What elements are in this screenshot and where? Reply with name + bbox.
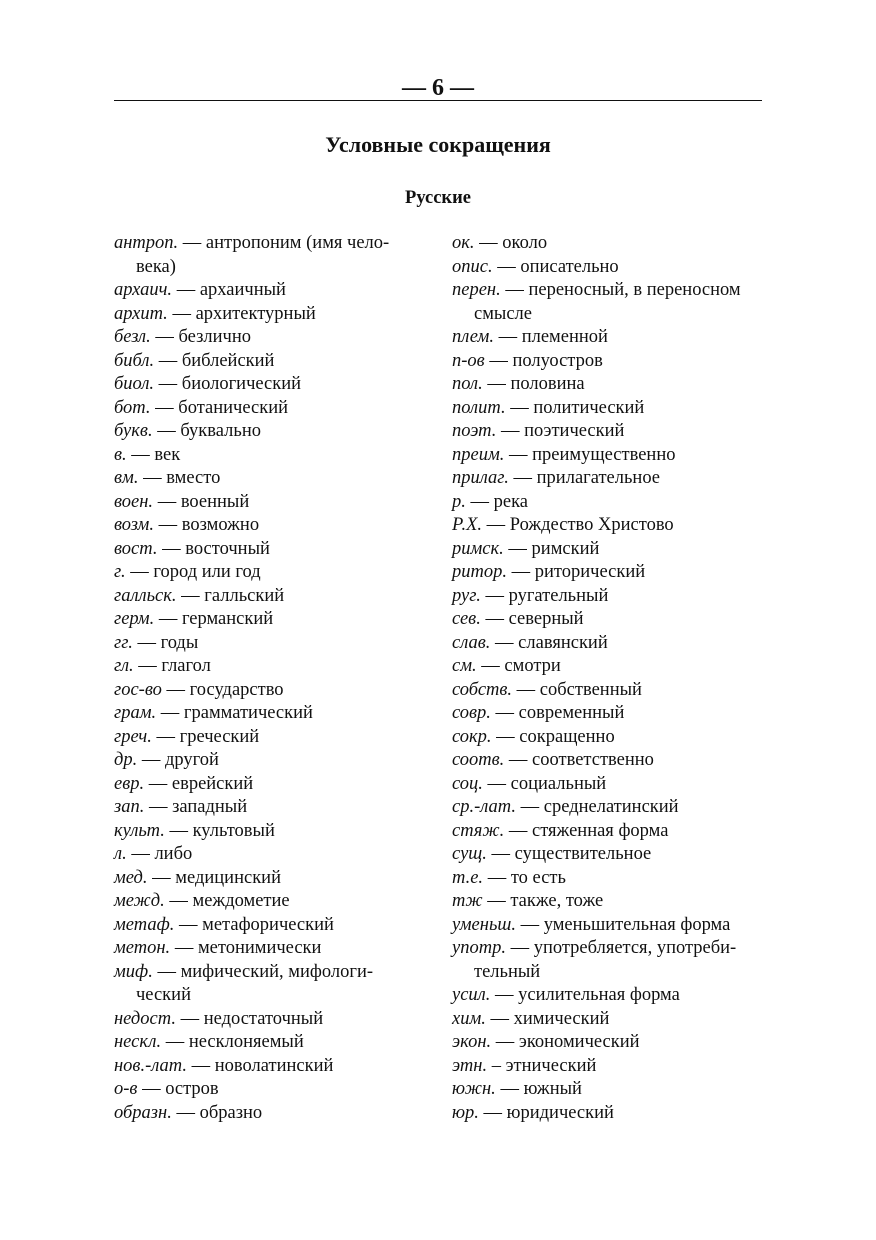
abbreviation-term: галльск. bbox=[114, 585, 177, 606]
abbreviation-entry: усил. — усилительная форма bbox=[452, 985, 680, 1005]
abbreviation-entry: л. — либо bbox=[114, 844, 193, 864]
abbreviation-term: евр. bbox=[114, 773, 145, 794]
abbreviation-definition: несклоняемый bbox=[188, 1032, 304, 1052]
abbreviation-term: опис. bbox=[452, 256, 493, 277]
abbreviation-definition: метафорический bbox=[202, 914, 334, 935]
abbreviation-definition: недостаточный bbox=[203, 1008, 324, 1029]
abbreviation-definition: существительное bbox=[514, 844, 652, 864]
abbreviation-definition: культовый bbox=[192, 820, 275, 841]
abbreviation-entry: сокр. — сокращенно bbox=[452, 726, 615, 747]
abbreviation-term: воен. bbox=[114, 491, 154, 512]
abbreviation-term: культ. bbox=[114, 820, 165, 841]
abbreviation-definition: химический bbox=[513, 1008, 610, 1029]
abbreviation-term: этн. bbox=[452, 1055, 488, 1076]
abbreviation-term: ритор. bbox=[452, 562, 507, 582]
abbreviation-term: мед. bbox=[114, 867, 148, 888]
abbreviation-definition: римский bbox=[531, 538, 600, 559]
abbreviation-definition: риторический bbox=[534, 562, 646, 582]
abbreviation-definition: сокращенно bbox=[519, 726, 615, 747]
abbreviation-term: перен. bbox=[452, 280, 501, 300]
abbreviation-entry: антроп. — антропоним (имя чело- века) bbox=[114, 233, 390, 277]
abbreviation-definition-continued: века) bbox=[136, 256, 176, 277]
abbreviation-term: преим. bbox=[452, 444, 505, 465]
abbreviation-definition: также, тоже bbox=[510, 891, 604, 911]
abbreviation-definition: образно bbox=[199, 1102, 263, 1123]
abbreviation-term: стяж. bbox=[452, 820, 505, 841]
abbreviation-definition: южный bbox=[523, 1079, 582, 1099]
abbreviation-term: совр. bbox=[452, 703, 491, 723]
abbreviation-term: л. bbox=[114, 844, 127, 864]
abbreviation-term: п-ов bbox=[452, 350, 485, 371]
abbreviation-definition: описательно bbox=[520, 256, 619, 277]
abbreviation-entry: преим. — преимущественно bbox=[452, 444, 676, 465]
abbreviation-term: нов.-лат. bbox=[114, 1055, 187, 1076]
abbreviation-definition: город или год bbox=[153, 562, 261, 582]
abbreviation-term: уменьш. bbox=[452, 914, 516, 935]
abbreviation-entry: экон. — экономический bbox=[452, 1032, 640, 1052]
abbreviation-definition: грамматический bbox=[183, 703, 313, 723]
abbreviation-definition: соответственно bbox=[532, 750, 654, 770]
abbreviation-term: о-в bbox=[114, 1079, 138, 1099]
abbreviation-entry: этн. – этнический bbox=[452, 1055, 597, 1076]
page-number: — 6 — bbox=[402, 75, 474, 101]
abbreviation-definition: буквально bbox=[180, 421, 261, 441]
abbreviation-entry: стяж. — стяженная форма bbox=[452, 820, 669, 841]
header-rule bbox=[114, 100, 762, 101]
abbreviation-definition: архаичный bbox=[199, 280, 286, 300]
abbreviation-term: греч. bbox=[114, 726, 152, 747]
abbreviation-list-left bbox=[114, 232, 424, 1125]
abbreviation-entry: безл. — безлично bbox=[114, 327, 251, 347]
abbreviation-term: недост. bbox=[114, 1008, 176, 1029]
abbreviation-entry: г. — город или год bbox=[114, 562, 261, 582]
abbreviation-term: гос-во bbox=[114, 679, 162, 700]
abbreviation-term: усил. bbox=[452, 985, 491, 1005]
abbreviation-entry: совр. — современный bbox=[452, 703, 625, 723]
abbreviation-entry: соц. — социальный bbox=[452, 773, 607, 794]
abbreviation-term: вм. bbox=[114, 468, 139, 488]
abbreviation-term: антроп. bbox=[114, 233, 179, 253]
abbreviation-definition: употребляется, употреби- bbox=[533, 938, 737, 958]
abbreviation-entry: в. — век bbox=[114, 444, 181, 465]
abbreviation-entry: ср.-лат. — среднелатинский bbox=[452, 797, 679, 817]
abbreviation-term: слав. bbox=[452, 632, 491, 653]
abbreviation-definition: греческий bbox=[179, 726, 260, 747]
abbreviation-definition: социальный bbox=[510, 773, 607, 794]
abbreviation-term: южн. bbox=[452, 1079, 496, 1099]
abbreviation-definition: уменьшительная форма bbox=[543, 914, 731, 935]
abbreviation-definition: галльский bbox=[204, 585, 285, 606]
abbreviation-definition: век bbox=[154, 444, 181, 465]
abbreviation-entry: р. — река bbox=[452, 491, 529, 512]
abbreviation-definition: политический bbox=[533, 397, 645, 418]
abbreviation-definition: библейский bbox=[181, 350, 275, 371]
abbreviation-definition: метонимически bbox=[197, 938, 322, 958]
abbreviation-definition: то есть bbox=[510, 867, 566, 888]
abbreviation-entry: нескл. — несклоняемый bbox=[114, 1032, 304, 1052]
abbreviation-entry: употр. — употребляется, употреби- тельный bbox=[452, 938, 737, 982]
abbreviation-term: употр. bbox=[452, 938, 506, 958]
abbreviation-term: соотв. bbox=[452, 750, 505, 770]
abbreviation-definition: вместо bbox=[166, 468, 221, 488]
abbreviation-entry: соотв. — соответственно bbox=[452, 750, 654, 770]
abbreviation-entry: римск. — римский bbox=[452, 538, 600, 559]
abbreviation-definition: юридический bbox=[506, 1102, 614, 1123]
abbreviation-entry: евр. — еврейский bbox=[114, 773, 254, 794]
abbreviation-term: др. bbox=[114, 750, 138, 770]
abbreviation-definition: усилительная форма bbox=[518, 985, 680, 1005]
abbreviation-definition: архитектурный bbox=[195, 303, 316, 324]
abbreviation-list-right bbox=[452, 232, 762, 1125]
abbreviation-term: герм. bbox=[114, 609, 155, 629]
abbreviation-term: библ. bbox=[114, 350, 155, 371]
abbreviation-entry: нов.-лат. — новолатинский bbox=[114, 1055, 334, 1076]
abbreviation-term: безл. bbox=[114, 327, 151, 347]
abbreviation-term: биол. bbox=[114, 374, 155, 394]
abbreviation-term: букв. bbox=[114, 421, 153, 441]
abbreviation-entry: сев. — северный bbox=[452, 609, 584, 629]
abbreviation-definition: либо bbox=[154, 844, 193, 864]
abbreviation-entry: см. — смотри bbox=[452, 656, 561, 676]
abbreviation-definition: переносный, в переносном смысле bbox=[474, 280, 741, 324]
abbreviation-entry: юр. — юридический bbox=[452, 1102, 614, 1123]
abbreviation-definition: ругательный bbox=[508, 585, 609, 606]
abbreviation-term: гг. bbox=[114, 632, 133, 653]
abbreviation-entry: о-в — остров bbox=[114, 1079, 219, 1099]
abbreviation-definition: ботанический bbox=[178, 397, 288, 418]
abbreviation-definition: безлично bbox=[178, 327, 251, 347]
abbreviation-entry: миф. — мифический, мифологи- ческий bbox=[114, 961, 374, 1005]
abbreviation-definition: славянский bbox=[518, 632, 608, 653]
abbreviation-term: в. bbox=[114, 444, 127, 465]
abbreviation-definition: еврейский bbox=[171, 773, 254, 794]
abbreviation-definition: медицинский bbox=[175, 867, 281, 888]
abbreviation-definition: около bbox=[502, 233, 548, 253]
abbreviation-entry: греч. — греческий bbox=[114, 726, 260, 747]
abbreviation-entry: уменьш. — уменьшительная форма bbox=[452, 914, 731, 935]
abbreviation-definition: антропоним (имя чело- bbox=[205, 233, 390, 253]
page-title: Условные сокращения bbox=[325, 132, 551, 157]
abbreviation-term: см. bbox=[452, 656, 477, 676]
abbreviation-entry: гл. — глагол bbox=[114, 656, 211, 676]
abbreviation-entry: плем. — племенной bbox=[452, 327, 608, 347]
abbreviation-entry: возм. — возможно bbox=[114, 515, 260, 535]
abbreviation-entry: вост. — восточный bbox=[114, 538, 270, 559]
abbreviation-definition: западный bbox=[172, 797, 248, 817]
abbreviation-entry: перен. — переносный, в переносном смысле bbox=[452, 280, 741, 324]
abbreviation-entry: поэт. — поэтический bbox=[452, 421, 625, 441]
abbreviation-entry: межд. — междометие bbox=[114, 891, 290, 911]
abbreviation-definition: этнический bbox=[505, 1055, 597, 1076]
abbreviation-definition: смотри bbox=[504, 656, 561, 676]
abbreviation-definition: государство bbox=[189, 679, 284, 700]
abbreviation-entry: библ. — библейский bbox=[114, 350, 275, 371]
abbreviation-entry: гос-во — государство bbox=[114, 679, 284, 700]
abbreviation-definition: восточный bbox=[185, 538, 270, 559]
abbreviation-definition: прилагательное bbox=[536, 468, 661, 488]
abbreviation-term: образн. bbox=[114, 1102, 172, 1123]
abbreviation-term: ср.-лат. bbox=[452, 797, 517, 817]
abbreviation-entry: воен. — военный bbox=[114, 491, 250, 512]
abbreviation-term: Р.Х. bbox=[452, 515, 482, 535]
abbreviation-entry: слав. — славянский bbox=[452, 632, 608, 653]
abbreviation-entry: гг. — годы bbox=[114, 632, 199, 653]
abbreviation-term: собств. bbox=[452, 679, 513, 700]
abbreviation-term: ок. bbox=[452, 233, 475, 253]
abbreviation-entry: культ. — культовый bbox=[114, 820, 275, 841]
abbreviation-definition: Рождество Христово bbox=[509, 515, 674, 535]
abbreviation-entry: бот. — ботанический bbox=[114, 397, 288, 418]
abbreviation-term: метон. bbox=[114, 938, 171, 958]
abbreviation-entry: хим. — химический bbox=[452, 1008, 610, 1029]
abbreviation-entry: собств. — собственный bbox=[452, 679, 642, 700]
abbreviation-entry: букв. — буквально bbox=[114, 421, 261, 441]
abbreviation-term: зап. bbox=[114, 797, 145, 817]
abbreviation-entry: архаич. — архаичный bbox=[114, 280, 286, 300]
abbreviation-entry: др. — другой bbox=[114, 750, 219, 770]
abbreviation-term: сущ. bbox=[452, 844, 487, 864]
abbreviation-definition: полуостров bbox=[512, 350, 603, 371]
abbreviation-definition: река bbox=[493, 491, 529, 512]
abbreviation-term: миф. bbox=[114, 961, 153, 982]
abbreviation-definition: собственный bbox=[539, 679, 642, 700]
abbreviation-term: хим. bbox=[452, 1008, 486, 1029]
abbreviation-definition: экономический bbox=[518, 1032, 640, 1052]
abbreviation-definition: стяженная форма bbox=[531, 820, 669, 841]
abbreviation-entry: архит. — архитектурный bbox=[114, 303, 316, 324]
abbreviation-entry: биол. — биологический bbox=[114, 374, 302, 394]
abbreviation-entry: п-ов — полуостров bbox=[452, 350, 603, 371]
abbreviation-definition: поэтический bbox=[524, 421, 625, 441]
abbreviation-term: возм. bbox=[114, 515, 154, 535]
abbreviation-definition: военный bbox=[180, 491, 250, 512]
abbreviation-term: юр. bbox=[452, 1102, 479, 1123]
abbreviation-definition: племенной bbox=[521, 327, 608, 347]
abbreviation-entry: недост. — недостаточный bbox=[114, 1008, 324, 1029]
abbreviation-entry: прилаг. — прилагательное bbox=[452, 468, 661, 488]
abbreviation-term: сев. bbox=[452, 609, 481, 629]
abbreviation-definition: среднелатинский bbox=[543, 797, 679, 817]
abbreviation-entry: метон. — метонимически bbox=[114, 938, 322, 958]
abbreviation-term: поэт. bbox=[452, 421, 497, 441]
abbreviation-definition-continued: ческий bbox=[136, 985, 191, 1005]
abbreviation-entry: южн. — южный bbox=[452, 1079, 582, 1099]
abbreviation-definition: половина bbox=[510, 374, 585, 394]
abbreviation-entry: герм. — германский bbox=[114, 609, 274, 629]
abbreviation-term: соц. bbox=[452, 773, 483, 794]
abbreviation-term: сокр. bbox=[452, 726, 492, 747]
abbreviation-term: римск. bbox=[452, 538, 504, 559]
abbreviation-term: г. bbox=[114, 562, 126, 582]
section-heading: Русские bbox=[405, 188, 471, 208]
abbreviation-definition: остров bbox=[165, 1079, 219, 1099]
abbreviation-entry: ок. — около bbox=[452, 233, 548, 253]
abbreviation-definition-continued: тельный bbox=[474, 961, 541, 982]
abbreviation-entry: Р.Х. — Рождество Христово bbox=[452, 515, 674, 535]
abbreviation-term: экон. bbox=[452, 1032, 492, 1052]
abbreviation-term: т.е. bbox=[452, 867, 484, 888]
abbreviation-entry: пол. — половина bbox=[452, 374, 585, 394]
abbreviation-entry: галльск. — галльский bbox=[114, 585, 285, 606]
abbreviation-entry: руг. — ругательный bbox=[452, 585, 609, 606]
abbreviation-term: архаич. bbox=[114, 280, 173, 300]
abbreviation-definition: глагол bbox=[161, 656, 211, 676]
abbreviation-entry: опис. — описательно bbox=[452, 256, 619, 277]
abbreviation-definition: новолатинский bbox=[214, 1055, 334, 1076]
abbreviation-term: пол. bbox=[452, 374, 483, 394]
abbreviation-entry: мед. — медицинский bbox=[114, 867, 281, 888]
abbreviation-entry: метаф. — метафорический bbox=[114, 914, 334, 935]
abbreviation-definition: междометие bbox=[192, 891, 290, 911]
abbreviation-term: бот. bbox=[114, 397, 151, 418]
abbreviation-definition: возможно bbox=[181, 515, 260, 535]
abbreviation-term: гл. bbox=[114, 656, 134, 676]
abbreviation-term: руг. bbox=[452, 585, 481, 606]
abbreviation-term: межд. bbox=[114, 891, 165, 911]
abbreviation-definition: другой bbox=[164, 750, 219, 770]
abbreviation-definition: мифический, мифологи- bbox=[180, 961, 374, 982]
abbreviation-entry: полит. — политический bbox=[452, 397, 645, 418]
abbreviation-entry: тж — также, тоже bbox=[452, 891, 604, 911]
abbreviation-term: нескл. bbox=[114, 1032, 162, 1052]
abbreviation-entry: зап. — западный bbox=[114, 797, 248, 817]
abbreviation-definition: биологический bbox=[181, 374, 302, 394]
abbreviation-definition: современный bbox=[518, 703, 625, 723]
abbreviation-definition: преимущественно bbox=[532, 444, 676, 465]
abbreviation-entry: ритор. — риторический bbox=[452, 562, 646, 582]
abbreviation-term: прилаг. bbox=[452, 468, 509, 488]
abbreviation-term: архит. bbox=[114, 303, 168, 324]
abbreviation-term: метаф. bbox=[114, 914, 175, 935]
abbreviation-entry: образн. — образно bbox=[114, 1102, 263, 1123]
abbreviation-entry: вм. — вместо bbox=[114, 468, 221, 488]
abbreviation-definition: германский bbox=[181, 609, 274, 629]
abbreviation-entry: сущ. — существительное bbox=[452, 844, 652, 864]
abbreviation-term: полит. bbox=[452, 397, 506, 418]
abbreviation-term: грам. bbox=[114, 703, 157, 723]
abbreviation-definition: годы bbox=[160, 632, 199, 653]
abbreviation-entry: т.е. — то есть bbox=[452, 867, 566, 888]
abbreviation-term: вост. bbox=[114, 538, 158, 559]
abbreviation-term: плем. bbox=[452, 327, 494, 347]
abbreviation-entry: грам. — грамматический bbox=[114, 703, 313, 723]
abbreviation-term: р. bbox=[452, 491, 466, 512]
abbreviation-definition: северный bbox=[508, 609, 584, 629]
abbreviation-term: тж bbox=[452, 891, 483, 911]
